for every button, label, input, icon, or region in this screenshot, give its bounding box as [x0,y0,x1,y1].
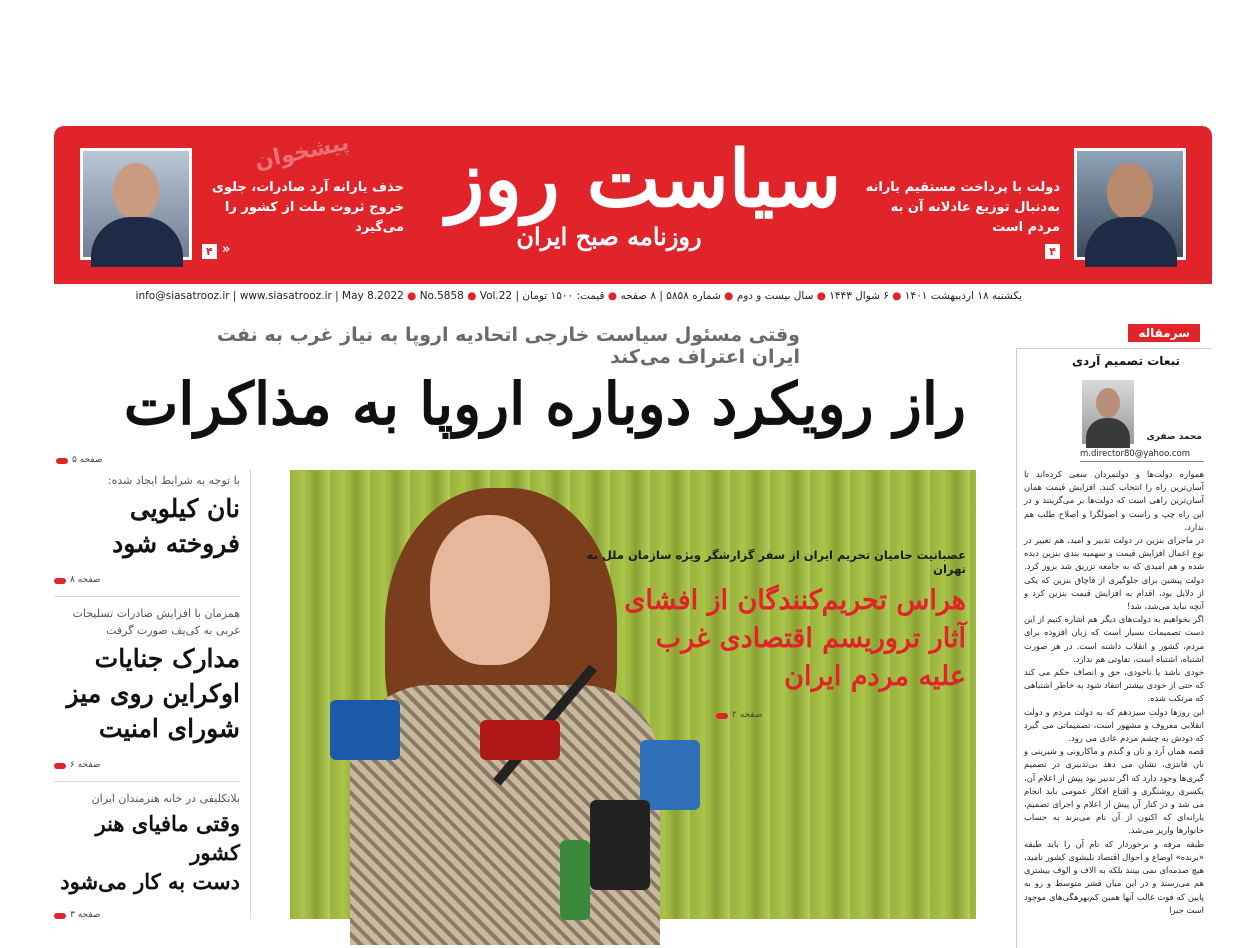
story-3-headline[interactable] [54,809,240,896]
column-divider [250,470,251,919]
author-name: محمد صفری [1146,432,1202,442]
info-volume: Vol.22 [479,290,513,302]
photo-story-line-1: هراس تحریم‌کنندگان از افشای [624,585,966,616]
editorial-title[interactable]: تبعات تصمیم آردی [1072,354,1180,368]
editorial-body [1024,468,1204,917]
editorial-paragraph: این روزها دولت سیزدهم که به دولت مردم و دولت انقلابی معروف و مشهور است، تصمیماتی می گیرد که دودش به چشم مردم عادی می رود. [1024,706,1204,744]
newspaper-logo[interactable] [444,130,844,251]
story-2-line-1: مدارک جنایات [94,644,240,673]
story-1-page-tag: صفحه ۸ [54,575,101,585]
main-headline[interactable]: راز رویکرد دوباره اروپا به مذاکرات [123,370,966,438]
photo-story-kicker: عصبانیت حامیان تحریم ایران از سفر گزارشگر ویژه سازمان ملل به تهران [586,548,966,576]
info-number: No.5858 [419,290,464,302]
info-gregorian-date: May 8.2022 [342,290,404,302]
editorial-top-rule [1016,348,1212,349]
microphone-cover [330,700,400,760]
masthead [54,126,1212,284]
photo-subject-face [430,515,550,665]
story-1-line-2: فروخته شود [112,529,240,558]
photo-story-text[interactable] [566,548,966,721]
info-price: قیمت: ۱۵۰۰ تومان [522,290,605,302]
story-2-kicker[interactable]: همزمان با افزایش صادرات تسلیحات غربی به کی‌یف صورت گرفت [72,607,240,637]
story-2-headline[interactable] [54,641,240,746]
photo-story-page-tag: صفحه ۲ [716,710,763,720]
photo-story-line-2: آثار تروریسم اقتصادی غرب [655,623,966,654]
logo-subtitle: روزنامه صبح ایران [516,222,702,251]
email-rule [1080,461,1204,462]
watermark: پیشخوان [252,130,352,175]
story-3-line-1: وقتی مافیای هنر کشور [95,811,240,865]
story-3-page-tag: صفحه ۳ [54,910,101,920]
author-email[interactable]: m.director80@yahoo.com [1080,449,1191,459]
info-hijri-date: ۶ شوال ۱۴۴۳ [829,290,889,302]
editorial-border [1016,348,1017,948]
microphone-cover [590,800,650,890]
editorial-paragraph: قصه همان آرد و نان و گندم و ماکارونی و شیرینی و نان فانتزی، نشان می دهد بی‌تدبیری در تصمیم گیری‌ها وجود دارد که اگر تدبیر بود پیش از اعلام آن، یکسری روشنگری و اقناع افکار عمومی باید انجام می شد و در کنار آن پیش از اعلام و اجرای تصمیم، یارانه‌ای که اکنون از آن نام می‌برند به حساب خانوارها واریز می‌شد. [1024,746,1204,836]
lead-photo[interactable] [290,470,976,919]
divider [54,596,240,597]
left-teaser-photo[interactable] [80,148,192,260]
story-1-headline[interactable] [54,491,240,561]
left-teaser-text[interactable]: حذف یارانه آرد صادرات، جلوی خروج ثروت ملت از کشور را می‌گیرد [212,180,404,235]
editorial-paragraph: خودی باشد یا ناخودی، حق و انصاف حکم می کند که حتی از خودی بیشتر انتقاد شود به خاطر اشتباهی که مرتکب شده. [1024,667,1204,704]
info-website[interactable]: www.siasatrooz.ir [239,290,332,302]
left-teaser-arrows: « [222,242,231,257]
info-pages: ۸ صفحه [620,290,657,302]
story-2-page-tag: صفحه ۶ [54,760,101,770]
main-page-tag: صفحه ۵ [56,455,103,465]
divider [54,781,240,782]
author-photo [1082,380,1134,444]
editorial-paragraph: اگر بخواهیم به دولت‌های دیگر هم اشاره کنیم از این دست تصمیمات بسیار است که زبان افزوده برای مردم، کشور و انقلاب داشته است. در هر صورت اشتباه، اشتباه است، تفاوتی هم ندارد. [1024,614,1204,664]
photo-story-line-3: علیه مردم ایران [784,661,966,692]
story-3-line-2: دست به کار می‌شود [60,869,240,894]
editorial-label: سرمقاله [1128,324,1200,342]
story-3-kicker[interactable]: بلاتکلیفی در خانه هنرمندان ایران [91,792,240,805]
editorial-paragraph: همواره دولت‌ها و دولتمردان سعی کرده‌اند تا آسان‌ترین راه را انتخاب کنند. افزایش قیمت همان آسان‌ترین راهی است که دولت‌ها بر می‌گزینند و در این راه چپ و راست و اصولگرا و اصلاح طلب هم ندارد. [1024,469,1204,532]
info-date: یکشنبه ۱۸ اردیبهشت ۱۴۰۱ [904,290,1022,302]
logo-title: سیاست روز [446,134,842,225]
main-kicker[interactable]: وقتی مسئول سیاست خارجی اتحادیه اروپا به نیاز غرب به نفت ایران اعتراف می‌کند [216,324,800,368]
right-teaser-page: ۴ [1045,244,1060,259]
right-teaser-photo[interactable] [1074,148,1186,260]
info-issue: شماره ۵۸۵۸ [666,290,721,302]
story-1-line-1: نان کیلویی [129,494,240,523]
photo-story-headline [566,582,966,696]
right-teaser-text[interactable]: دولت با پرداخت مستقیم یارانه به‌دنبال توزیع عادلانه آن به مردم است [865,180,1060,235]
story-1-kicker[interactable]: با توجه به شرایط ایجاد شده: [107,474,240,487]
microphone-cover [480,720,560,760]
editorial-paragraph: طبقه مرفه و برخوردار که نام آن را باید طبقه «برنده» اوضاع و احوال اقتصاد بلبشوی کشور نامید، هیچ صدمه‌ای نمی بینند بلکه به الاف و الوف بیشتری هم می‌رسند و در این میان قشر متوسط و رو به پایین که فوت غالب آنها همین کم‌بهرهگی‌های موجود است جبرا [1024,838,1204,915]
issue-info-bar: یکشنبه ۱۸ اردیبهشت ۱۴۰۱ ● ۶ شوال ۱۴۴۳ ● سال بیست و دوم ● شماره ۵۸۵۸ | ۸ صفحه ● قیمت: ۱۵۰۰ تومان | info@siasatrooz.ir | www.siasatrooz.ir | May 8.2022 ● No.5858 ● Vol.22 [135,290,1022,302]
info-year: سال بیست و دوم [736,290,814,302]
story-2-line-3: شورای امنیت [98,714,240,743]
bottle [560,840,590,920]
microphone-cover [640,740,700,810]
story-2-line-2: اوکراین روی میز [66,679,240,708]
editorial-paragraph: در ماجرای بنزین در دولت تدبیر و امید، هم تغییر در نوع اعمال افزایش قیمت و سهمیه بندی بنزین دیده شده و هم امیدی که به جامعه تزریق شد بروز کرد. دولت پیشین برای جلوگیری از قاچاق بنزین که یکی از دلایل بود، اقدام به افزایش قیمت بنزین کرد و آنچه نباید می‌شد، شد! [1024,535,1204,612]
info-email[interactable]: info@siasatrooz.ir [135,290,230,302]
left-column [54,450,240,931]
left-teaser-page: ۴ [202,244,217,259]
